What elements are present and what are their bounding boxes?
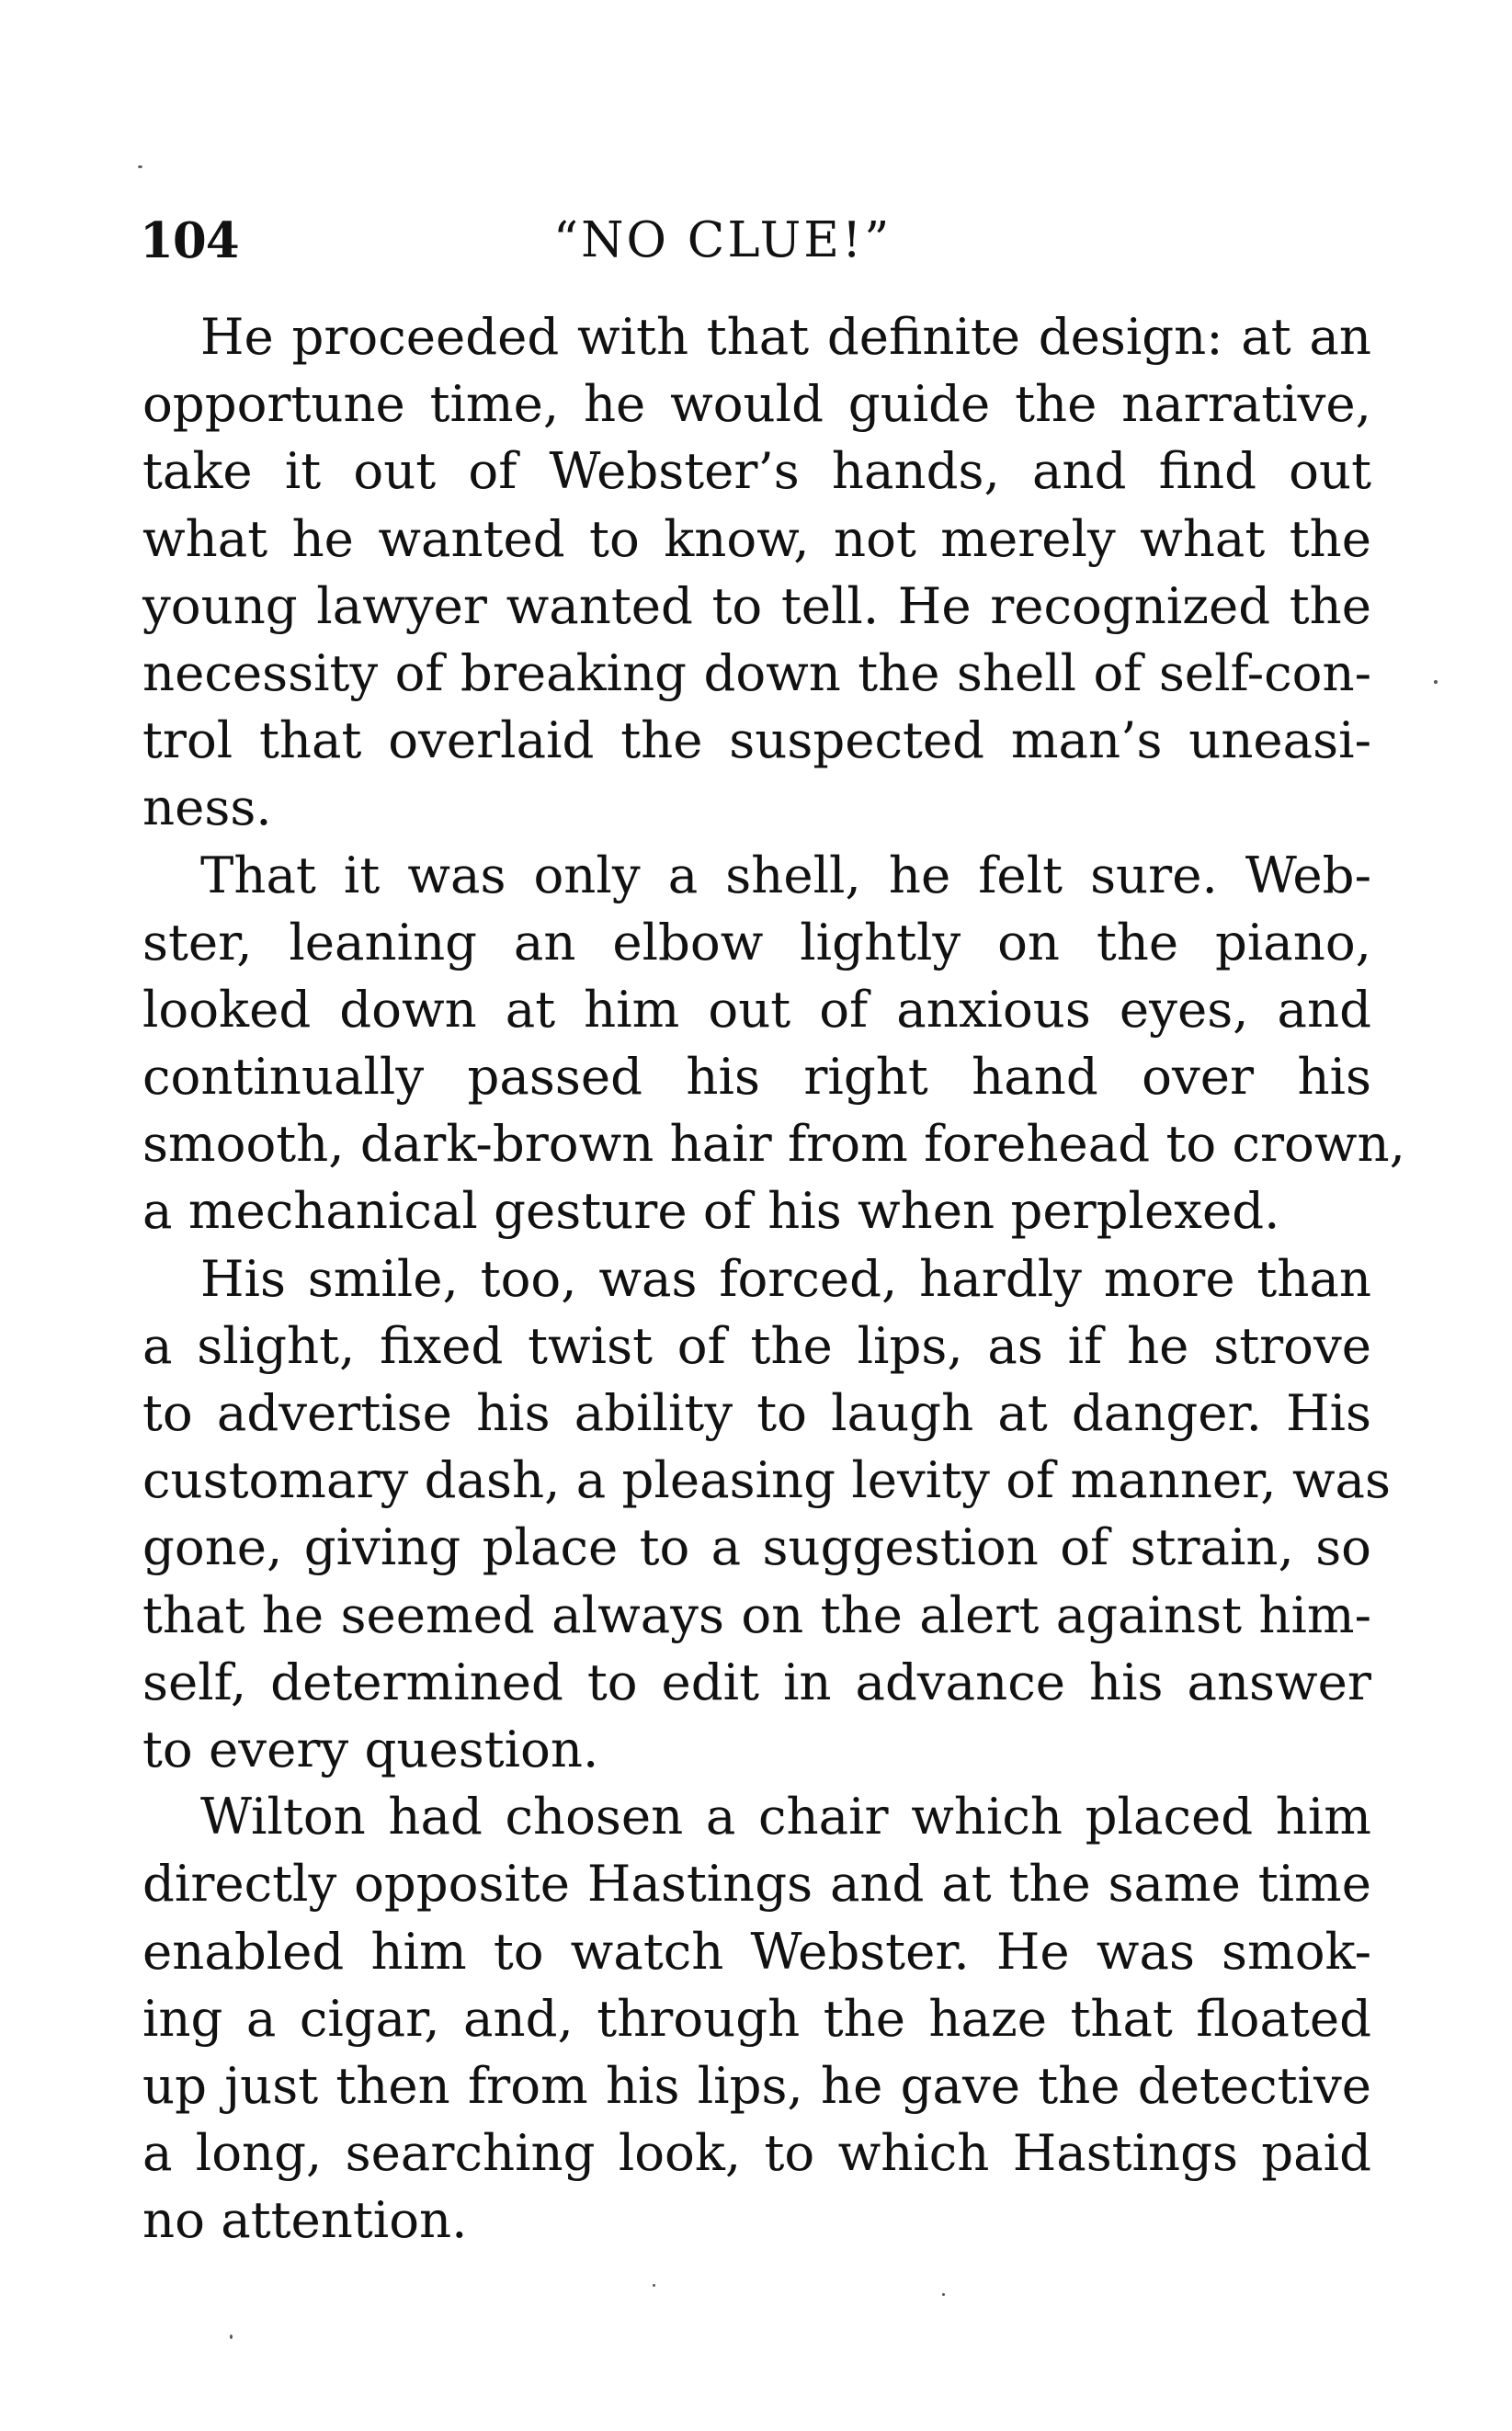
text-line: That it was only a shell, he felt sure. Web- xyxy=(200,845,1371,904)
text-line: Wilton had chosen a chair which placed him xyxy=(200,1787,1371,1846)
text-line: opportune time, he would guide the narrative, xyxy=(142,374,1371,434)
text-line: take it out of Webster’s hands, and find out xyxy=(142,441,1371,501)
scan-speck xyxy=(1434,680,1438,684)
text-line: necessity of breaking down the shell of self-con- xyxy=(142,642,1371,702)
text-line: to every question. xyxy=(142,1719,599,1778)
text-line: customary dash, a pleasing levity of manner, was xyxy=(142,1450,1392,1510)
text-line: a mechanical gesture of his when perplexed. xyxy=(142,1181,1280,1241)
text-line: His smile, too, was forced, hardly more than xyxy=(200,1248,1371,1308)
page-header xyxy=(140,204,1371,278)
text-line: enabled him to watch Webster. He was smok- xyxy=(142,1921,1371,1981)
text-line: ing a cigar, and, through the haze that floated xyxy=(142,1988,1371,2048)
body-text xyxy=(142,303,1405,2254)
text-line: trol that overlaid the suspected man’s uneasi- xyxy=(142,710,1371,770)
text-line: to advertise his ability to laugh at danger. His xyxy=(142,1383,1371,1442)
text-line: continually passed his right hand over his xyxy=(142,1047,1371,1107)
text-line: looked down at him out of anxious eyes, and xyxy=(142,979,1371,1039)
text-line: ster, leaning an elbow lightly on the piano, xyxy=(142,912,1371,971)
scan-speck xyxy=(138,165,142,168)
text-line: no attention. xyxy=(142,2190,468,2250)
running-title: “NO CLUE!” xyxy=(553,212,892,268)
text-line: a slight, fixed twist of the lips, as if he strove xyxy=(142,1315,1371,1375)
text-line: what he wanted to know, not merely what the xyxy=(142,508,1371,568)
text-line: directly opposite Hastings and at the same time xyxy=(142,1854,1371,1914)
text-line: He proceeded with that definite design: at an xyxy=(200,307,1371,366)
text-line: that he seemed always on the alert against him- xyxy=(142,1585,1371,1644)
text-line: up just then from his lips, he gave the detective xyxy=(142,2055,1371,2115)
page-number: 104 xyxy=(140,212,239,269)
text-line: young lawyer wanted to tell. He recognized the xyxy=(142,575,1371,635)
scan-speck xyxy=(942,2293,945,2296)
paragraph-3 xyxy=(142,1245,1392,1784)
text-line: a long, searching look, to which Hastings paid xyxy=(142,2123,1371,2183)
scan-speck xyxy=(653,2284,655,2287)
text-line: self, determined to edit in advance his answer xyxy=(142,1652,1371,1711)
paragraph-4 xyxy=(142,1783,1371,2254)
paragraph-1 xyxy=(142,303,1371,842)
text-line: ness. xyxy=(142,778,272,837)
text-line: smooth, dark-brown hair from forehead to crown, xyxy=(142,1114,1405,1174)
paragraph-2 xyxy=(142,842,1405,1245)
scan-speck xyxy=(230,2334,233,2339)
text-line: gone, giving place to a suggestion of strain, so xyxy=(142,1517,1371,1577)
